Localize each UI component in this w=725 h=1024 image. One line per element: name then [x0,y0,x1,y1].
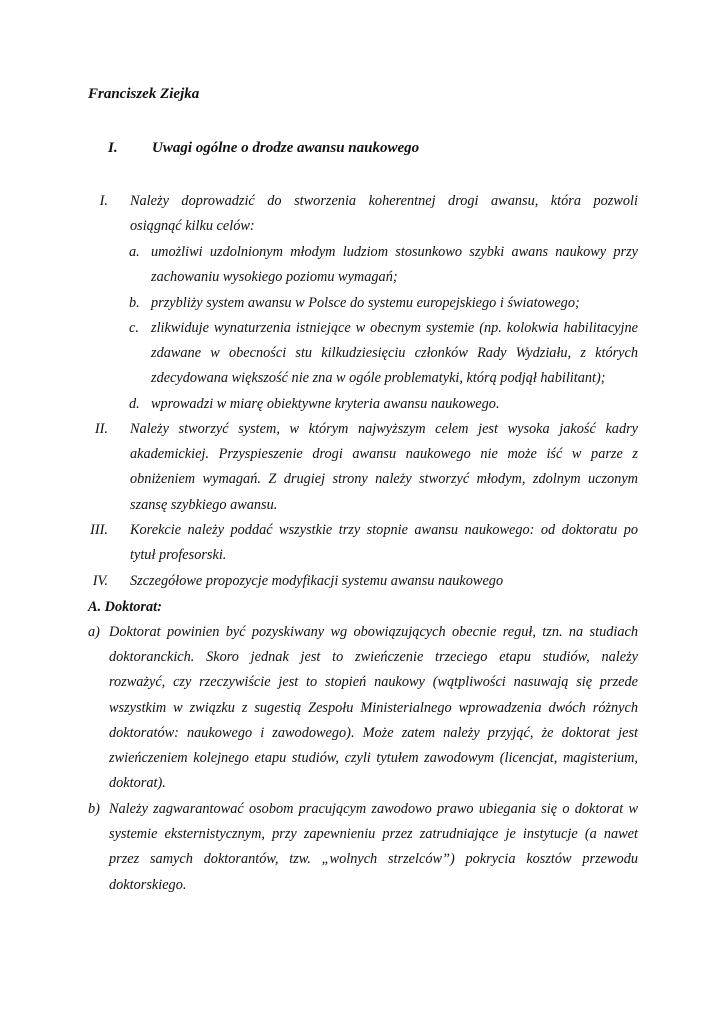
subsection-heading: A. Doktorat: [88,599,162,615]
text-line: przybliży system awansu w Polsce do systemu europejskiego i światowego; [151,295,580,311]
point-label: IV. [92,573,108,589]
goal-label: a. [129,244,140,260]
goal-text [151,392,638,417]
point-text [130,569,638,594]
text-line: przez samych doktorantów, tzw. „wolnych strzelców”) pokrycia kosztów przewodu [109,851,638,868]
text-line: Należy zagwarantować osobom pracującym zawodowo prawo ubiegania się o doktorat w [109,801,638,817]
item-text [109,797,638,898]
text-line: wszystkim w związku z sugestią Zespołu Ministerialnego wprowadzenia dwóch różnych [109,699,638,716]
point-text [130,518,638,568]
goal-text [151,240,638,290]
text-line: obniżeniem wymagań. Z drugiej strony należy stworzyć młodym, zdolnym uczonym [130,471,638,488]
text-line: doktorskiego. [109,876,187,893]
text-line: tytuł profesorski. [130,547,227,564]
text-line: doktorat). [109,775,166,792]
text-line: rozważyć, czy rzeczywiście jest to stopień naukowy (wątpliwości nasuwają się przede [109,674,638,691]
goal-text [151,291,638,316]
point-text [130,189,638,239]
text-line: Korekcie należy poddać wszystkie trzy stopnie awansu naukowego: od doktoratu po [130,522,638,538]
text-line: zlikwiduje wynaturzenia istniejące w obecnym systemie (np. kolokwia habilitacyjne [151,320,638,336]
text-line: doktoratów: naukowego i zawodowego). Może zatem należy przyjąć, że doktorat jest [109,724,638,741]
text-line: akademickiej. Przyspieszenie drogi awansu naukowego nie może iść w parze z [130,446,638,463]
goal-label: c. [129,320,139,336]
section-title: Uwagi ogólne o drodze awansu naukowego [152,140,420,156]
goal-label: d. [129,396,140,412]
text-line: zdawane w obecności stu kilkudziesięciu członków Rady Wydziału, z których [151,345,638,362]
text-line: Doktorat powinien być pozyskiwany wg obowiązujących obecnie reguł, tzn. na studiach [109,624,638,640]
point-label: II. [94,421,108,437]
text-line: systemie eksternistycznym, przy zapewnieniu przez zatrudniające je instytucje (a nawet [109,826,638,843]
text-line: zdecydowana większość nie zna w ogóle problematyki, którą podjął habilitant); [151,370,606,387]
text-line: umożliwi uzdolnionym młodym ludziom stosunkowo szybki awans naukowy przy [151,244,638,260]
text-line: szansę szybkiego awansu. [130,496,278,513]
text-line: osiągnąć kilku celów: [130,218,255,235]
section-number: I. [108,140,118,156]
item-label: a) [88,624,100,640]
point-label: I. [99,193,108,209]
point-text [130,417,638,518]
author-name: Franciszek Ziejka [88,86,200,102]
goal-label: b. [129,295,140,311]
text-line: Należy doprowadzić do stworzenia koherentnej drogi awansu, która pozwoli [130,193,638,209]
item-label: b) [88,801,100,817]
item-text [109,620,638,796]
text-line: zwieńczeniem kolejnego etapu studiów, czyli tytułem zawodowym (licencjat, magisterium, [109,750,638,767]
text-line: zachowaniu wysokiego poziomu wymagań; [151,269,398,286]
section-heading [108,140,419,157]
text-line: Szczegółowe propozycje modyfikacji systemu awansu naukowego [130,573,504,589]
text-line: wprowadzi w miarę obiektywne kryteria awansu naukowego. [151,396,500,412]
point-label: III. [90,522,108,538]
text-line: doktoranckich. Skoro jednak jest to zwieńczenie trzeciego etapu studiów, należy [109,649,638,666]
text-line: Należy stworzyć system, w którym najwyższym celem jest wysoka jakość kadry [130,421,638,437]
goal-text [151,316,638,392]
